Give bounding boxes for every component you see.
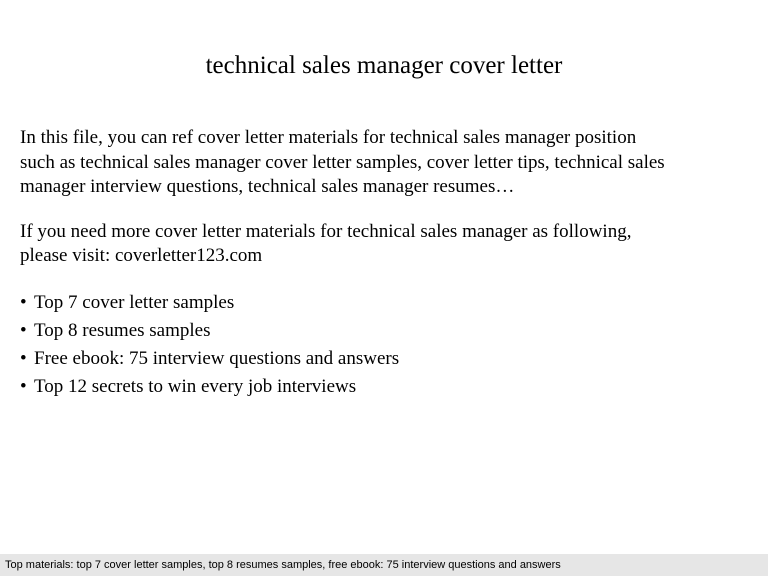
- bullet-icon: •: [20, 347, 27, 369]
- bullet-icon: •: [20, 291, 27, 313]
- list-item-text: Free ebook: 75 interview questions and answers: [34, 347, 400, 369]
- materials-list: [20, 289, 760, 401]
- bullet-icon: •: [20, 375, 27, 397]
- intro-line: such as technical sales manager cover letter samples, cover letter tips, technical sales: [20, 151, 665, 173]
- visit-paragraph: [20, 220, 760, 269]
- list-item: [20, 345, 760, 373]
- footer-text: Top materials: top 7 cover letter samples, top 8 resumes samples, free ebook: 75 interview questions and answers: [5, 559, 561, 571]
- bullet-icon: •: [20, 319, 27, 341]
- footer-bar: [0, 554, 768, 576]
- list-item-text: Top 12 secrets to win every job interviews: [34, 375, 357, 397]
- intro-line: In this file, you can ref cover letter materials for technical sales manager position: [20, 127, 637, 148]
- list-item-text: Top 7 cover letter samples: [34, 291, 235, 313]
- intro-line: manager interview questions, technical sales manager resumes…: [20, 176, 515, 197]
- page-title: technical sales manager cover letter: [205, 52, 563, 79]
- visit-line: If you need more cover letter materials for technical sales manager as following,: [20, 220, 632, 242]
- list-item: [20, 373, 760, 401]
- document-body: [20, 126, 760, 401]
- intro-paragraph: [20, 126, 760, 200]
- list-item: [20, 317, 760, 345]
- list-item: [20, 289, 760, 317]
- list-item-text: Top 8 resumes samples: [34, 319, 211, 341]
- visit-line: please visit: coverletter123.com: [20, 245, 263, 266]
